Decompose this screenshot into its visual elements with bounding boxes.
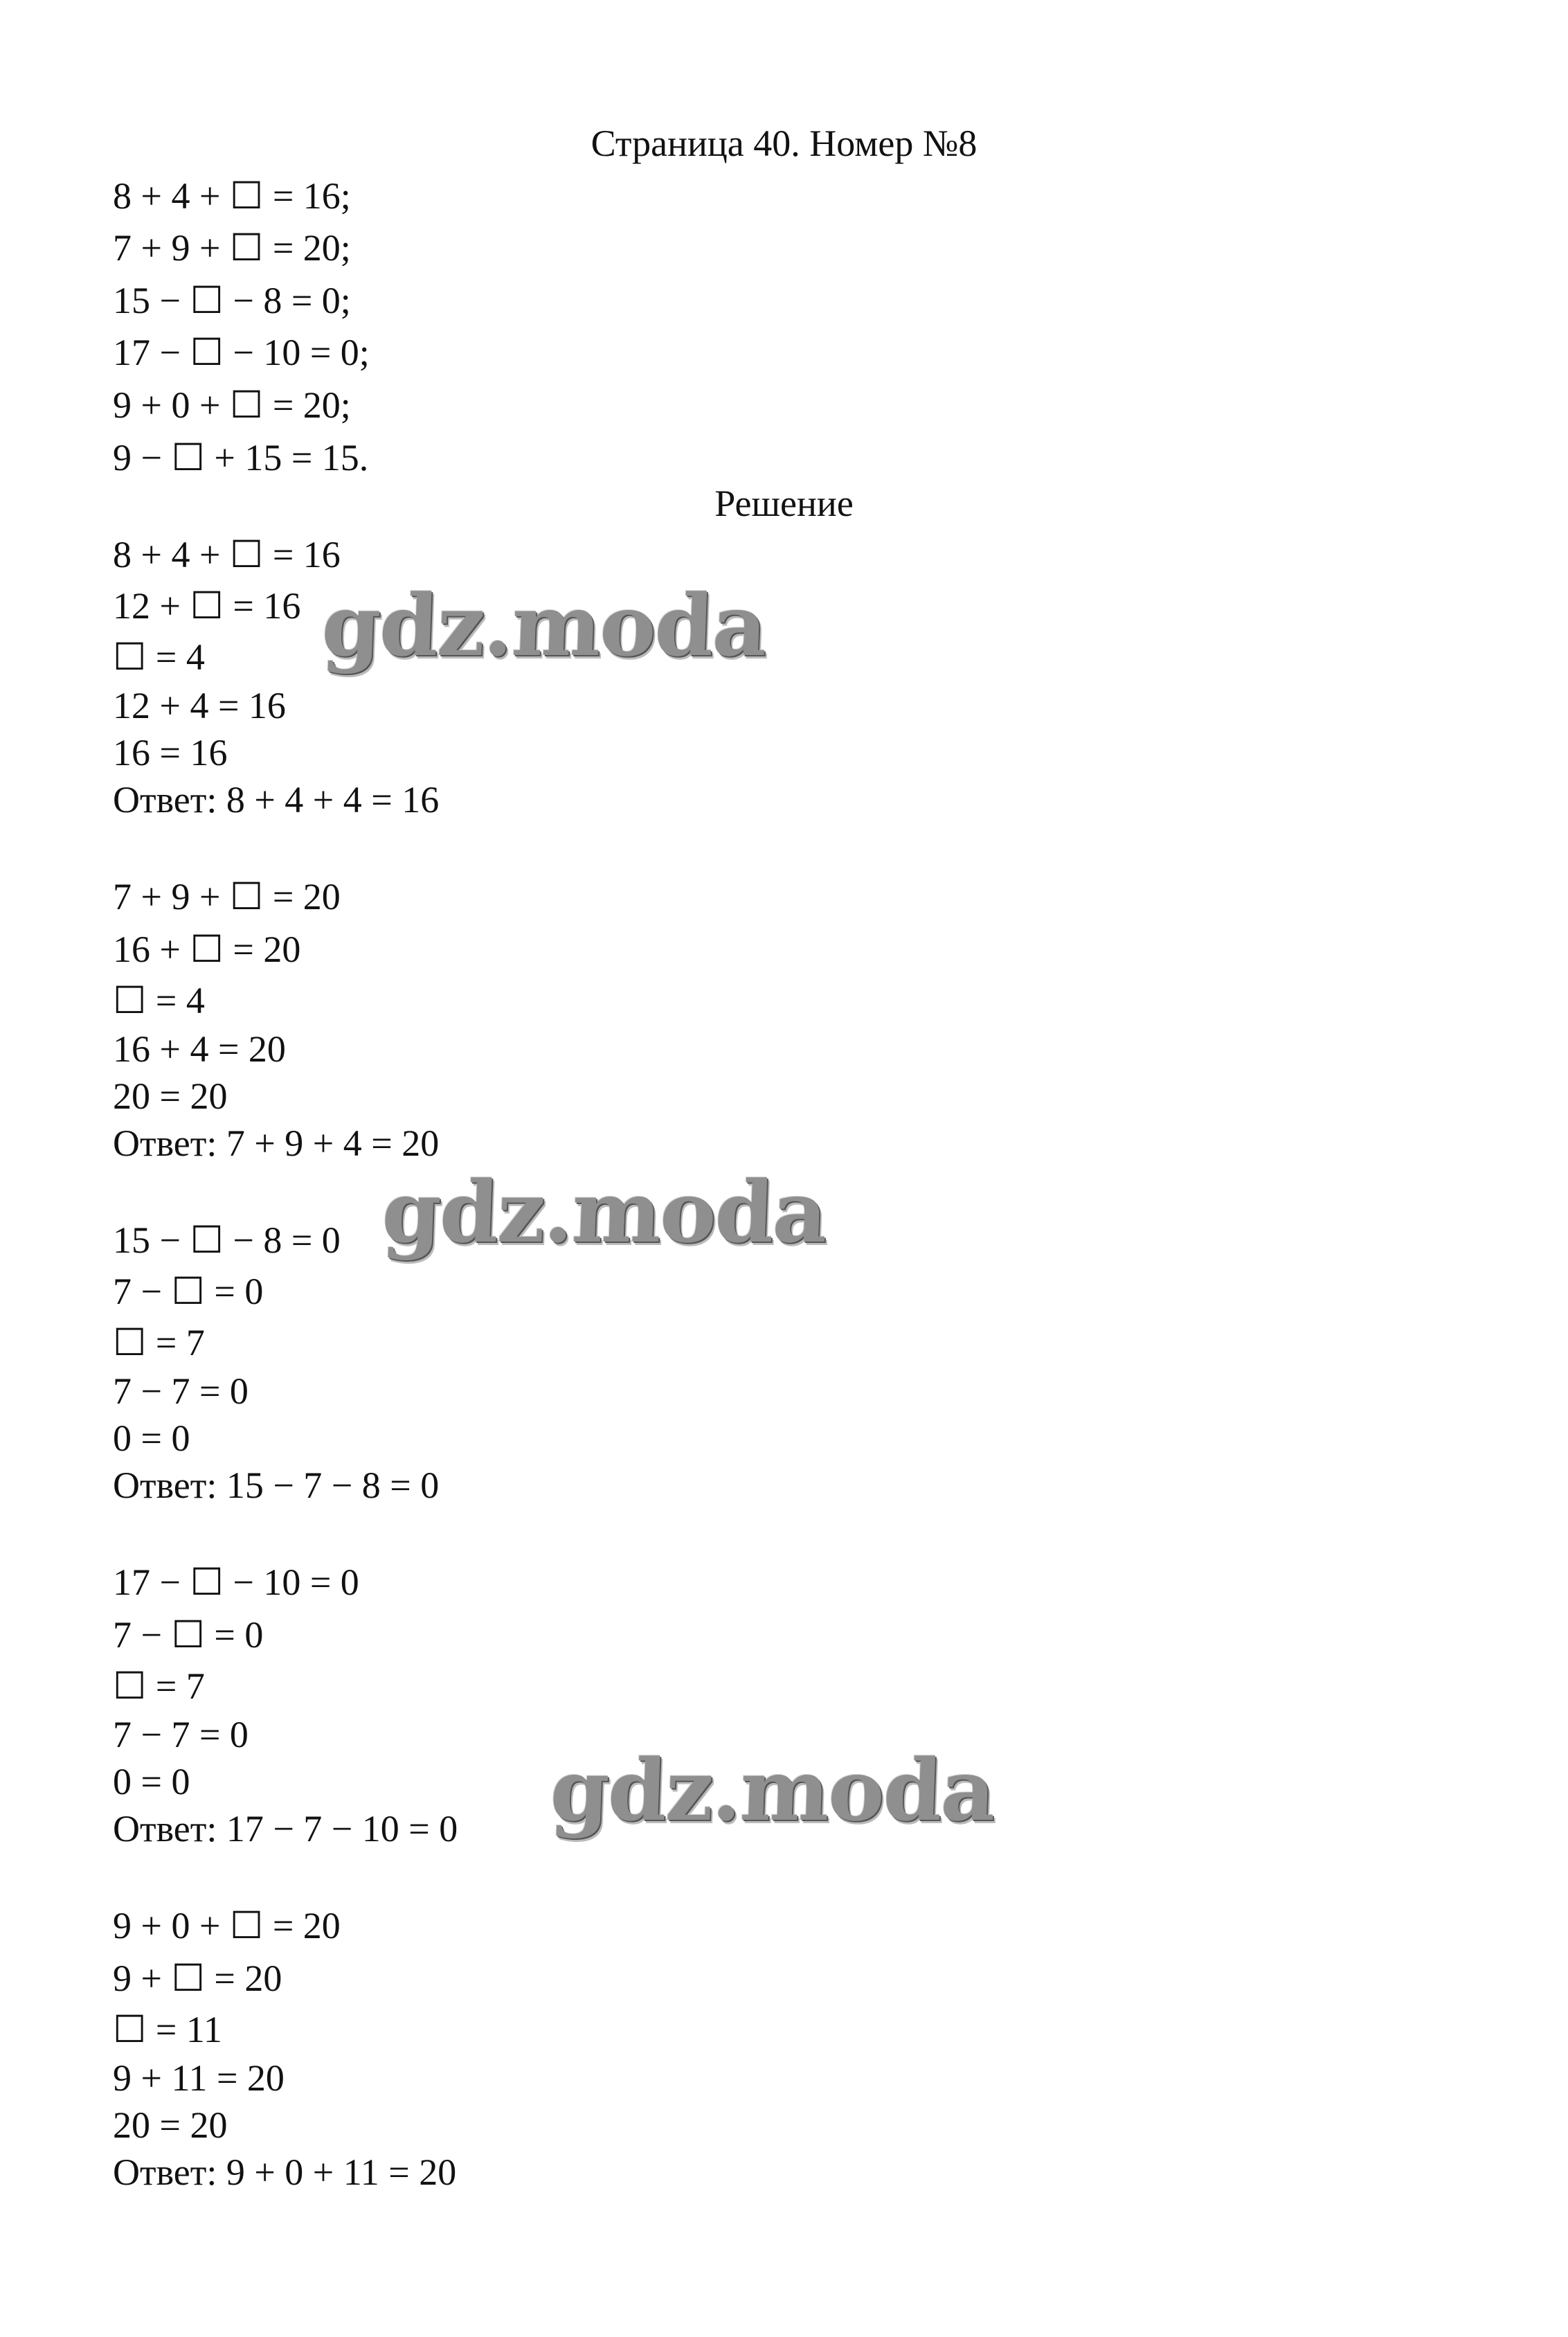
task-line: 7 + 9 + ☐ = 20; bbox=[113, 227, 351, 269]
solution-line: 20 = 20 bbox=[113, 2104, 228, 2146]
solution-line: ☐ = 7 bbox=[113, 1322, 205, 1363]
solution-line: 9 + 11 = 20 bbox=[113, 2057, 285, 2099]
solution-line: 7 − ☐ = 0 bbox=[113, 1614, 264, 1656]
solution-line: 8 + 4 + ☐ = 16 bbox=[113, 534, 341, 575]
solution-line: 9 + ☐ = 20 bbox=[113, 1958, 282, 1999]
solution-line: ☐ = 7 bbox=[113, 1665, 205, 1707]
task-line: 17 − ☐ − 10 = 0; bbox=[113, 332, 370, 373]
task-line: 8 + 4 + ☐ = 16; bbox=[113, 175, 351, 217]
task-line: 15 − ☐ − 8 = 0; bbox=[113, 280, 351, 321]
task-line: 9 + 0 + ☐ = 20; bbox=[113, 384, 351, 426]
solution-heading: Решение bbox=[714, 483, 854, 524]
solution-line: 0 = 0 bbox=[113, 1417, 190, 1459]
watermark-logo: gdz.moda bbox=[548, 1740, 996, 1840]
answer-line: Ответ: 8 + 4 + 4 = 16 bbox=[113, 779, 440, 821]
solution-line: 7 − 7 = 0 bbox=[113, 1714, 249, 1755]
solution-line: 12 + 4 = 16 bbox=[113, 685, 286, 726]
solution-line: 17 − ☐ − 10 = 0 bbox=[113, 1561, 359, 1603]
watermark-logo: gdz.moda bbox=[380, 1162, 828, 1262]
solution-line: 0 = 0 bbox=[113, 1761, 190, 1802]
solution-line: 16 + ☐ = 20 bbox=[113, 929, 301, 970]
watermark-logo: gdz.moda bbox=[320, 575, 768, 675]
solution-line: 7 − ☐ = 0 bbox=[113, 1271, 264, 1312]
solution-line: 15 − ☐ − 8 = 0 bbox=[113, 1219, 341, 1261]
task-line: 9 − ☐ + 15 = 15. bbox=[113, 437, 369, 478]
solution-line: 16 + 4 = 20 bbox=[113, 1028, 286, 1070]
solution-line: 9 + 0 + ☐ = 20 bbox=[113, 1905, 341, 1946]
solution-line: 12 + ☐ = 16 bbox=[113, 585, 301, 627]
answer-line: Ответ: 7 + 9 + 4 = 20 bbox=[113, 1122, 440, 1164]
answer-line: Ответ: 15 − 7 − 8 = 0 bbox=[113, 1465, 440, 1506]
page-title: Страница 40. Номер №8 bbox=[591, 123, 977, 164]
solution-line: 7 + 9 + ☐ = 20 bbox=[113, 876, 341, 917]
solution-line: 20 = 20 bbox=[113, 1075, 228, 1117]
solution-line: 16 = 16 bbox=[113, 732, 228, 773]
answer-line: Ответ: 9 + 0 + 11 = 20 bbox=[113, 2151, 457, 2193]
solution-line: ☐ = 4 bbox=[113, 980, 205, 1021]
solution-line: ☐ = 11 bbox=[113, 2009, 222, 2050]
answer-line: Ответ: 17 − 7 − 10 = 0 bbox=[113, 1808, 458, 1850]
solution-line: 7 − 7 = 0 bbox=[113, 1370, 249, 1412]
solution-line: ☐ = 4 bbox=[113, 636, 205, 678]
